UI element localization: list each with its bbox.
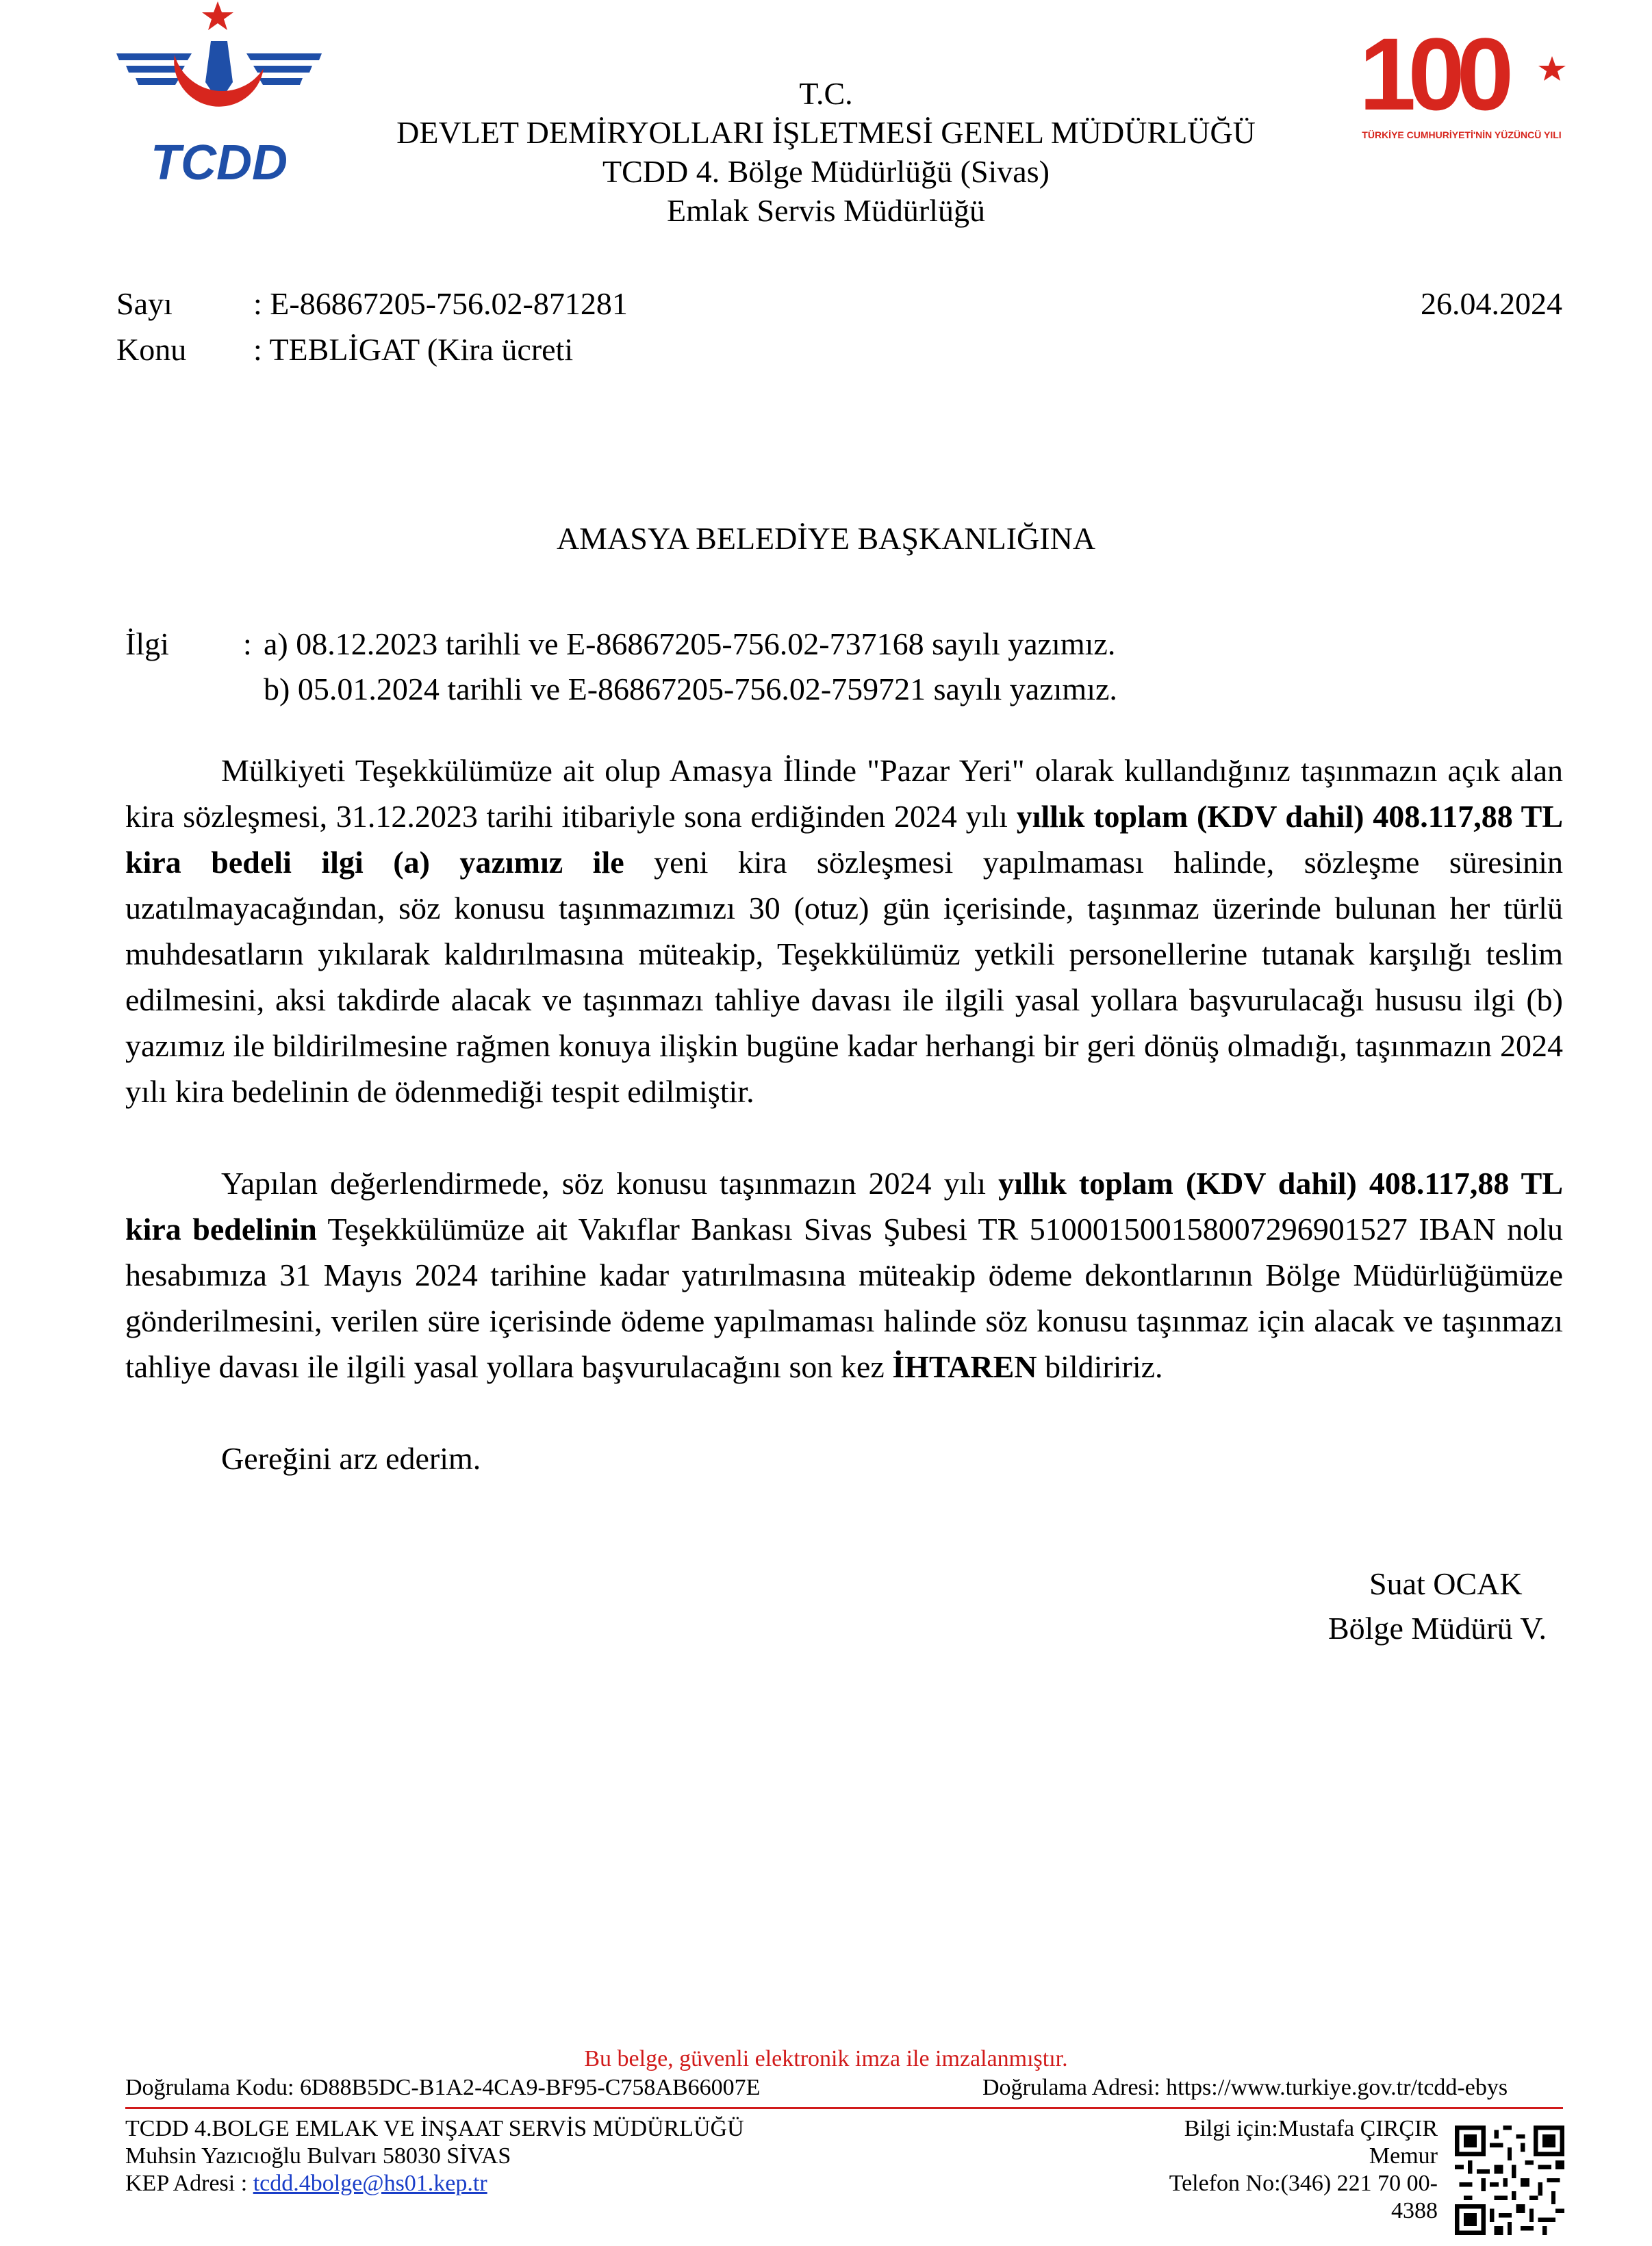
contact-person: Bilgi için:Mustafa ÇIRÇIR [1184, 2116, 1438, 2141]
contact-role: Memur [1369, 2143, 1438, 2169]
header-institution: DEVLET DEMİRYOLLARI İŞLETMESİ GENEL MÜDÜRLÜĞÜ [396, 115, 1256, 150]
ilgi-label: İlgi [125, 626, 169, 661]
header-region: TCDD 4. Bölge Müdürlüğü (Sivas) [602, 154, 1050, 189]
star-icon [202, 1, 233, 30]
verification-address[interactable]: Doğrulama Adresi: https://www.turkiye.gov.tr/tcdd-ebys [982, 2075, 1508, 2100]
body-paragraph-2: Yapılan değerlendirmede, söz konusu taşınmazın 2024 yılı yıllık toplam (KDV dahil) 408.117,88 TL kira bedelinin Teşekkülümüze ait Vakıflar Bankası Sivas Şubesi TR 510001500158007296901527 IBAN nolu hesabımıza 31 Mayıs 2024 tarihine kadar yatırılmasına müteakip ödeme dekontlarının Bölge Müdürlüğümüze gönderilmesini, verilen süre içerisinde ödeme yapılmaması halinde söz konusu taşınmaz için alacak ve taşınmazı tahliye davası ile ilgili yasal yollara başvurulacağını son kez İHTAREN bildiririz. [125, 1166, 1564, 1384]
kep-address: KEP Adresi : tcdd.4bolge@hs01.kep.tr [125, 2171, 487, 2196]
body-paragraph-1: Mülkiyeti Teşekkülümüze ait olup Amasya İlinde "Pazar Yeri" olarak kullandığınız taşınmazın açık alan kira sözleşmesi, 31.12.2023 tarihi itibariyle sona erdiğinden 2024 yılı yıllık toplam (KDV dahil) 408.117,88 TL kira bedeli ilgi (a) yazımız ile yeni kira sözleşmesi yapılmaması halinde, sözleşme süresinin uzatılmayacağından, söz konusu taşınmazımızı 30 (otuz) gün içerisinde, taşınmaz üzerinde bulunan her türlü muhdesatların yıkılarak kaldırılmasına müteakip, Teşekkülümüz yetkili personellerine tutanak karşılığı teslim edilmesini, aksi takdirde alacak ve taşınmazı tahliye davası ile ilgili yasal yollara başvurulacağı hususu ilgi (b) yazımız ile bildirilmesine rağmen konuya ilişkin bugüne kadar herhangi bir geri dönüş olmadığı, taşınmazın 2024 yılı kira bedelinin de ödenmediği tespit edilmiştir. [125, 753, 1563, 1109]
konu-label: Konu [116, 332, 187, 367]
footer-divider [125, 2107, 1563, 2109]
kep-link[interactable]: tcdd.4bolge@hs01.kep.tr [253, 2171, 487, 2196]
signer-title: Bölge Müdürü V. [1328, 1611, 1547, 1646]
header-tc: T.C. [799, 76, 853, 111]
verification-code: Doğrulama Kodu: 6D88B5DC-B1A2-4CA9-BF95-C758AB66007E [125, 2075, 761, 2100]
esign-note: Bu belge, güvenli elektronik imza ile imzalanmıştır. [584, 2046, 1068, 2071]
office-address: Muhsin Yazıcıoğlu Bulvarı 58030 SİVAS [125, 2143, 511, 2169]
contact-phone: Telefon No:(346) 221 70 00- [1169, 2171, 1438, 2196]
office-name: TCDD 4.BOLGE EMLAK VE İNŞAAT SERVİS MÜDÜRLÜĞÜ [125, 2116, 744, 2141]
sayi-label: Sayı [116, 286, 173, 321]
ilgi-b: b) 05.01.2024 tarihli ve E-86867205-756.02-759721 sayılı yazımız. [264, 672, 1117, 706]
qr-code-icon[interactable] [1455, 2126, 1564, 2235]
contact-phone-ext: 4388 [1391, 2198, 1438, 2223]
closing: Gereğini arz ederim. [221, 1441, 481, 1476]
addressee: AMASYA BELEDİYE BAŞKANLIĞINA [556, 521, 1096, 556]
konu-value: : TEBLİGAT (Kira ücreti [253, 332, 574, 367]
svg-text:TÜRKİYE CUMHURİYETİ'NİN YÜZÜNC: TÜRKİYE CUMHURİYETİ'NİN YÜZÜNCÜ YILI [1362, 129, 1562, 140]
ilgi-a: a) 08.12.2023 tarihli ve E-86867205-756.02-737168 sayılı yazımız. [264, 626, 1116, 661]
document-date: 26.04.2024 [1421, 286, 1562, 321]
sayi-value: : E-86867205-756.02-871281 [253, 286, 628, 321]
signer-name: Suat OCAK [1369, 1566, 1523, 1601]
ilgi-colon: : [243, 626, 252, 661]
svg-text:TCDD: TCDD [151, 136, 288, 185]
svg-text:100: 100 [1359, 29, 1506, 131]
header-department: Emlak Servis Müdürlüğü [666, 193, 986, 228]
